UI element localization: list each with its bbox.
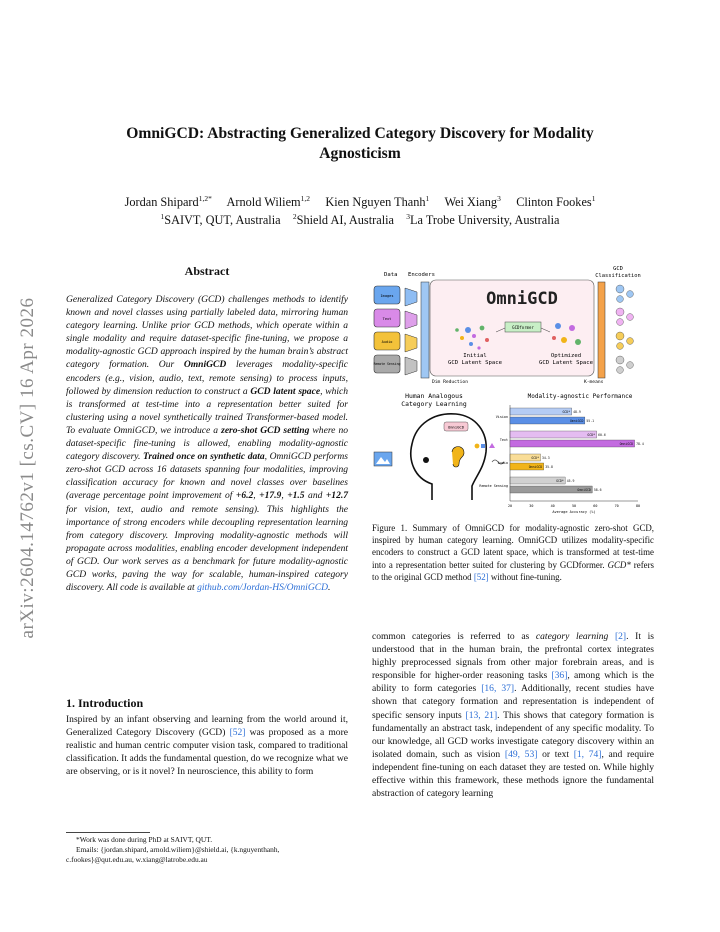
citation-link[interactable]: [52] bbox=[229, 727, 246, 739]
data-label: 35.8 bbox=[545, 465, 553, 469]
x-tick-label: 40 bbox=[550, 504, 555, 508]
series-label: GCD* bbox=[556, 479, 564, 483]
series-label: OmniGCD bbox=[619, 442, 634, 446]
bar bbox=[510, 431, 597, 438]
author: Arnold Wiliem bbox=[226, 195, 301, 210]
footnote-rule bbox=[66, 832, 150, 833]
category-label: Audio bbox=[497, 461, 508, 465]
eye-icon bbox=[423, 457, 429, 463]
series-label: OmniGCD bbox=[569, 419, 584, 423]
data-label: 58.6 bbox=[593, 488, 602, 492]
x-tick-label: 20 bbox=[507, 504, 513, 508]
kmeans-label: K-means bbox=[584, 380, 604, 385]
brain-omnigcd-label: OmniGCD bbox=[447, 424, 465, 430]
initial-label-1: Initial bbox=[463, 353, 487, 359]
data-label: 78.4 bbox=[636, 442, 644, 446]
gcdformer-label: GCDformer bbox=[512, 325, 534, 330]
data-label: 60.6 bbox=[598, 433, 606, 437]
data-label: 45.9 bbox=[566, 479, 575, 483]
series-label: GCD* bbox=[531, 456, 540, 460]
data-label: 48.9 bbox=[573, 410, 581, 414]
human-label-1: Human Analogous bbox=[405, 392, 463, 400]
intro-text: Inspired by an infant observing and learning from the world around it, Generalized Category Discovery (GCD) [52] was proposed as a more realistic and human centric computer vision task, compared to traditional classification. It adds the fundamental question, do we recognize what we are observing, or is it novel? In neuroscience, this ability to form bbox=[66, 714, 348, 778]
author: Wei Xiang bbox=[444, 195, 498, 210]
citation-link[interactable]: [2] bbox=[614, 631, 627, 642]
x-tick-label: 50 bbox=[571, 504, 577, 508]
citation-link[interactable]: [36] bbox=[551, 670, 568, 682]
figure-1 bbox=[372, 264, 654, 514]
category-label: Text bbox=[499, 438, 508, 442]
series-label: OmniGCD bbox=[528, 465, 543, 469]
right-column-text: common categories is referred to as category learning [2]. It is understood that in the human brain, the prefrontal cortex integrates highly preprocessed signals from other major forebrain areas, and is responsible for higher-order reasoning tasks [36], among which is the ability to form categories [16, 37]. Additionally, recent studies have shown that category formation and representation is independent of specific sensory inputs [13, 21]. This shows that category formation is fundamentally an abstract task, independent of any specific modality. To our knowledge, all GCD works investigate category discovery within an isolated domain, such as vision [49, 53] or text [1, 74], and require independent fine-tuning on each dataset they are tested on. While highly effective within this framework, these methods ignore the fundamental abstraction of category learning bbox=[372, 631, 655, 800]
series-label: GCD* bbox=[587, 433, 596, 437]
input-text: Text bbox=[382, 317, 392, 321]
footnote: *Work was done during PhD at SAIVT, QUT. Emails: {jordan.shipard, arnold.wiliem}@shield.ai, {k.nguyenthanh, c.fookes}@qut.edu.au, w.xiang@latrobe.edu.au bbox=[66, 835, 280, 864]
arxiv-watermark: arXiv:2604.14762v1 [cs.CV] 16 Apr 2026 bbox=[17, 297, 38, 639]
affiliation-list: $^1$SAIVT, QUT, Australia $^2$Shield AI, Australia $^3$La Trobe University, Australia bbox=[160, 212, 560, 228]
fig-header-gcd: GCD bbox=[613, 266, 623, 272]
data-label: 34.3 bbox=[542, 456, 550, 460]
intro-heading: 1. Introduction bbox=[66, 696, 144, 710]
thought-shapes bbox=[475, 443, 495, 448]
author: Kien Nguyen Thanh bbox=[325, 195, 426, 210]
figure-caption: Figure 1. Summary of OmniGCD for modality-agnostic zero-shot GCD, inspired by human category learning. OmniGCD utilizes modality-specific encoders to construct a GCD latent space, which is transformed at test-time into a representation better suited for clustering by GCDformer. GCD* refers to the original GCD method [52] without fine-tuning. bbox=[372, 523, 655, 582]
fig-header-encoders: Encoders bbox=[408, 272, 435, 278]
x-axis-label: Average Accuracy (%) bbox=[552, 510, 596, 514]
optimized-label-2: GCD Latent Space bbox=[539, 360, 593, 366]
fig-header-classification: Classification bbox=[595, 273, 641, 279]
fig-header-data: Data bbox=[384, 272, 398, 278]
author-list: Jordan Shipard$^{1,2*}$ Arnold Wiliem$^{1,2}$ Kien Nguyen Thanh$^1$ Wei Xiang$^3$ Clinton Fookes$^1$ bbox=[124, 194, 596, 210]
bar bbox=[510, 440, 635, 447]
citation-link[interactable]: [16, 37] bbox=[481, 683, 515, 695]
chart-title: Modality-agnostic Performance bbox=[527, 393, 633, 400]
author: Clinton Fookes bbox=[516, 195, 592, 210]
initial-label-2: GCD Latent Space bbox=[448, 360, 502, 366]
code-link[interactable]: github.com/Jordan-HS/OmniGCD bbox=[197, 582, 328, 594]
input-images: Images bbox=[380, 294, 394, 298]
ear-icon bbox=[452, 447, 464, 467]
dim-reduction-label: Dim Reduction bbox=[432, 380, 468, 385]
x-tick-label: 80 bbox=[635, 504, 641, 508]
omnigcd-label: OmniGCD bbox=[486, 289, 558, 309]
citation-link[interactable]: [13, 21] bbox=[465, 709, 498, 721]
fig-encoders bbox=[405, 288, 417, 375]
citation-link[interactable]: [1, 74] bbox=[573, 748, 602, 760]
abstract-heading: Abstract bbox=[184, 264, 230, 278]
x-tick-label: 60 bbox=[593, 504, 598, 508]
human-label-2: Category Learning bbox=[401, 400, 467, 408]
category-label: Vision bbox=[495, 415, 508, 419]
performance-chart bbox=[479, 405, 643, 514]
optimized-label-1: Optimized bbox=[550, 353, 582, 359]
input-audio: Audio bbox=[381, 340, 393, 344]
input-remote-sensing: Remote Sensing bbox=[373, 362, 401, 366]
data-label: 55.1 bbox=[586, 419, 595, 423]
abstract-text: Generalized Category Discovery (GCD) challenges methods to identify known and novel classes using partially labeled data, mirroring human category learning. Unlike prior GCD methods, which operate within a single modality and require dataset-specific fine-tuning, we propose a modality-agnostic GCD approach inspired by the human brain’s abstract category formation. Our OmniGCD leverages modality-specific encoders (e.g., vision, audio, text, remote sensing) to process inputs, followed by dimension reduction to construct a GCD latent space, which is transformed at test-time into a representation better suited for clustering using a novel synthetically trained Transformer-based model. To evaluate OmniGCD, we introduce a zero-shot GCD setting where no dataset-specific fine-tuning is allowed, enabling modality-agnostic category discovery. Trained once on synthetic data, OmniGCD performs zero-shot GCD across 16 datasets spanning four modalities, improving classification accuracy for known and novel classes over baselines (average percentage point improvement of +6.2, +17.9, +1.5 and +12.7 for vision, text, audio and remote sensing). This highlights the importance of strong encoders while decoupling representation learning from category discovery. Improving modality-agnostic methods will propagate across modalities, enabling encoder development independent of GCD. Our work serves as a benchmark for future modality-agnostic GCD works, paving the way for scalable, human-inspired category discovery. All code is available at github.com/Jordan-HS/OmniGCD. bbox=[66, 294, 349, 594]
paper-title: OmniGCD: Abstracting Generalized Category Discovery for Modality Agnosticism bbox=[126, 125, 594, 162]
x-tick-label: 70 bbox=[614, 504, 619, 508]
citation-link[interactable]: [52] bbox=[473, 571, 489, 582]
x-tick-label: 30 bbox=[529, 504, 534, 508]
citation-link[interactable]: [49, 53] bbox=[504, 748, 538, 760]
fig-inputs bbox=[374, 286, 401, 373]
output-clusters bbox=[616, 285, 633, 373]
series-label: OmniGCD bbox=[577, 488, 591, 492]
author: Jordan Shipard bbox=[124, 195, 199, 210]
category-label: Remote Sensing bbox=[479, 484, 508, 488]
series-label: GCD* bbox=[562, 410, 571, 414]
